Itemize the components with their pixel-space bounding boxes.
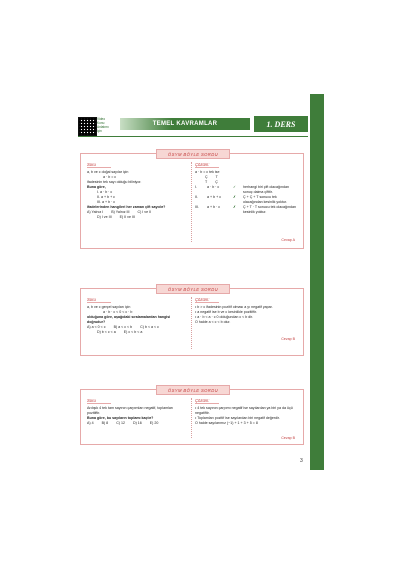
solution-row: II. a + b + c ✗ Ç + Ç + T sonucu tek olacağından kesinlik yoktur. <box>195 195 287 204</box>
question-column: Soru a, b ve c doğal sayılar için a · b = c ifadesinin tek sayı olduğu biliniyor. Buna göre, I. a · b · c II. a + b + c III. a + b · c ifadelerinden hangileri her zaman çift sayıdır? A) Yalnız I B) Yalnız III C) I ve II D) I ve III E) II ve III <box>87 162 187 220</box>
question-label: Soru <box>87 162 111 168</box>
question-column: Soru Ardışık 4 tek tam sayının çarpımları negatif, toplamları pozitiftir. Buna göre, bu sayıların toplamı kaçtır? A) 4 B) 8 C) 12 D) 16 E) 20 <box>87 398 187 426</box>
cross-icon: ✗ <box>233 195 237 199</box>
solution-label: Çözüm: <box>195 162 219 168</box>
qr-code-icon <box>78 117 97 136</box>
box-title: ÖSYM BÖYLE SORDU <box>156 149 230 159</box>
page-number: 3 <box>300 458 303 464</box>
chapter-title: TEMEL KAVRAMLAR <box>120 118 250 130</box>
box-title: ÖSYM BÖYLE SORDU <box>156 284 230 294</box>
exam-box-3 <box>80 389 304 445</box>
check-icon: ✓ <box>233 185 237 189</box>
answer-options: D) I ve III E) II ve III <box>97 215 135 219</box>
exam-box-2 <box>80 288 304 356</box>
qr-caption: Video Konu Anlatımı için <box>97 117 109 133</box>
answer-options: A) a < 0 < c B) a < c < b C) b < a < c <box>87 325 159 329</box>
header-divider <box>78 136 308 137</box>
column-divider <box>191 398 192 438</box>
solution-column: Çözüm: • 4 tek sayının çarpımı negatif ise sayılardan ya biri ya da üçü negatiftir. • Toplamları pozitif ise sayılardan biri negatif değerdir. O halde sayılarımız (−1) + 1 + 3 + 5 = 8 <box>195 398 293 425</box>
answer-label: Cevap A <box>281 238 295 242</box>
question-label: Soru <box>87 297 111 303</box>
column-divider <box>191 162 192 242</box>
answer-label: Cevap B <box>281 337 295 341</box>
solution-column: Çözüm: a · b = c tek ise Ç T T Ç I. a · b · c ✓ herhangi biri çift olacağından sonuç daima çifttir. II. a + b + c ✗ Ç + Ç + T sonucu tek olacağından kesinlik yoktur. III. a + b · c ✗ Ç + T · T sonucu tek olacağından kesinlik yoktur. <box>195 162 296 214</box>
solution-column: Çözüm: • b > c ifadesinin pozitif olması a yı negatif yapar. • a negatif ise b ve c kesinlikle pozitiftir. • a · b < a · c 0 olduğundan c < b dir. O halde a < c < b olur. <box>195 297 273 324</box>
box-title: ÖSYM BÖYLE SORDU <box>156 385 230 395</box>
question-label: Soru <box>87 398 111 404</box>
exam-box-1 <box>80 153 304 249</box>
solution-label: Çözüm: <box>195 297 219 303</box>
answer-options: A) Yalnız I B) Yalnız III C) I ve II <box>87 210 152 214</box>
solution-row: I. a · b · c ✓ herhangi biri çift olacağından sonuç daima çifttir. <box>195 185 289 194</box>
answer-options: D) b < c < a E) c < b < a <box>97 330 143 334</box>
solution-label: Çözüm: <box>195 398 219 404</box>
column-divider <box>191 297 192 349</box>
answer-options: A) 4 B) 8 C) 12 D) 16 E) 20 <box>87 421 159 425</box>
lesson-tab: 1. DERS <box>254 116 308 132</box>
solution-row: III. a + b · c ✗ Ç + T · T sonucu tek olacağından kesinlik yoktur. <box>195 205 296 214</box>
question-column: Soru a, b ve c gerçel sayıları için a · b · c < 0 < c · b olduğuna göre, aşağıdaki sıralamalardan hangisi doğrudur? A) a < 0 < c B) a < c < b C) b < a < c D) b < c < a E) c < b < a <box>87 297 187 335</box>
answer-label: Cevap B <box>281 436 295 440</box>
cross-icon: ✗ <box>233 205 237 209</box>
page-edge-strip <box>310 94 324 470</box>
